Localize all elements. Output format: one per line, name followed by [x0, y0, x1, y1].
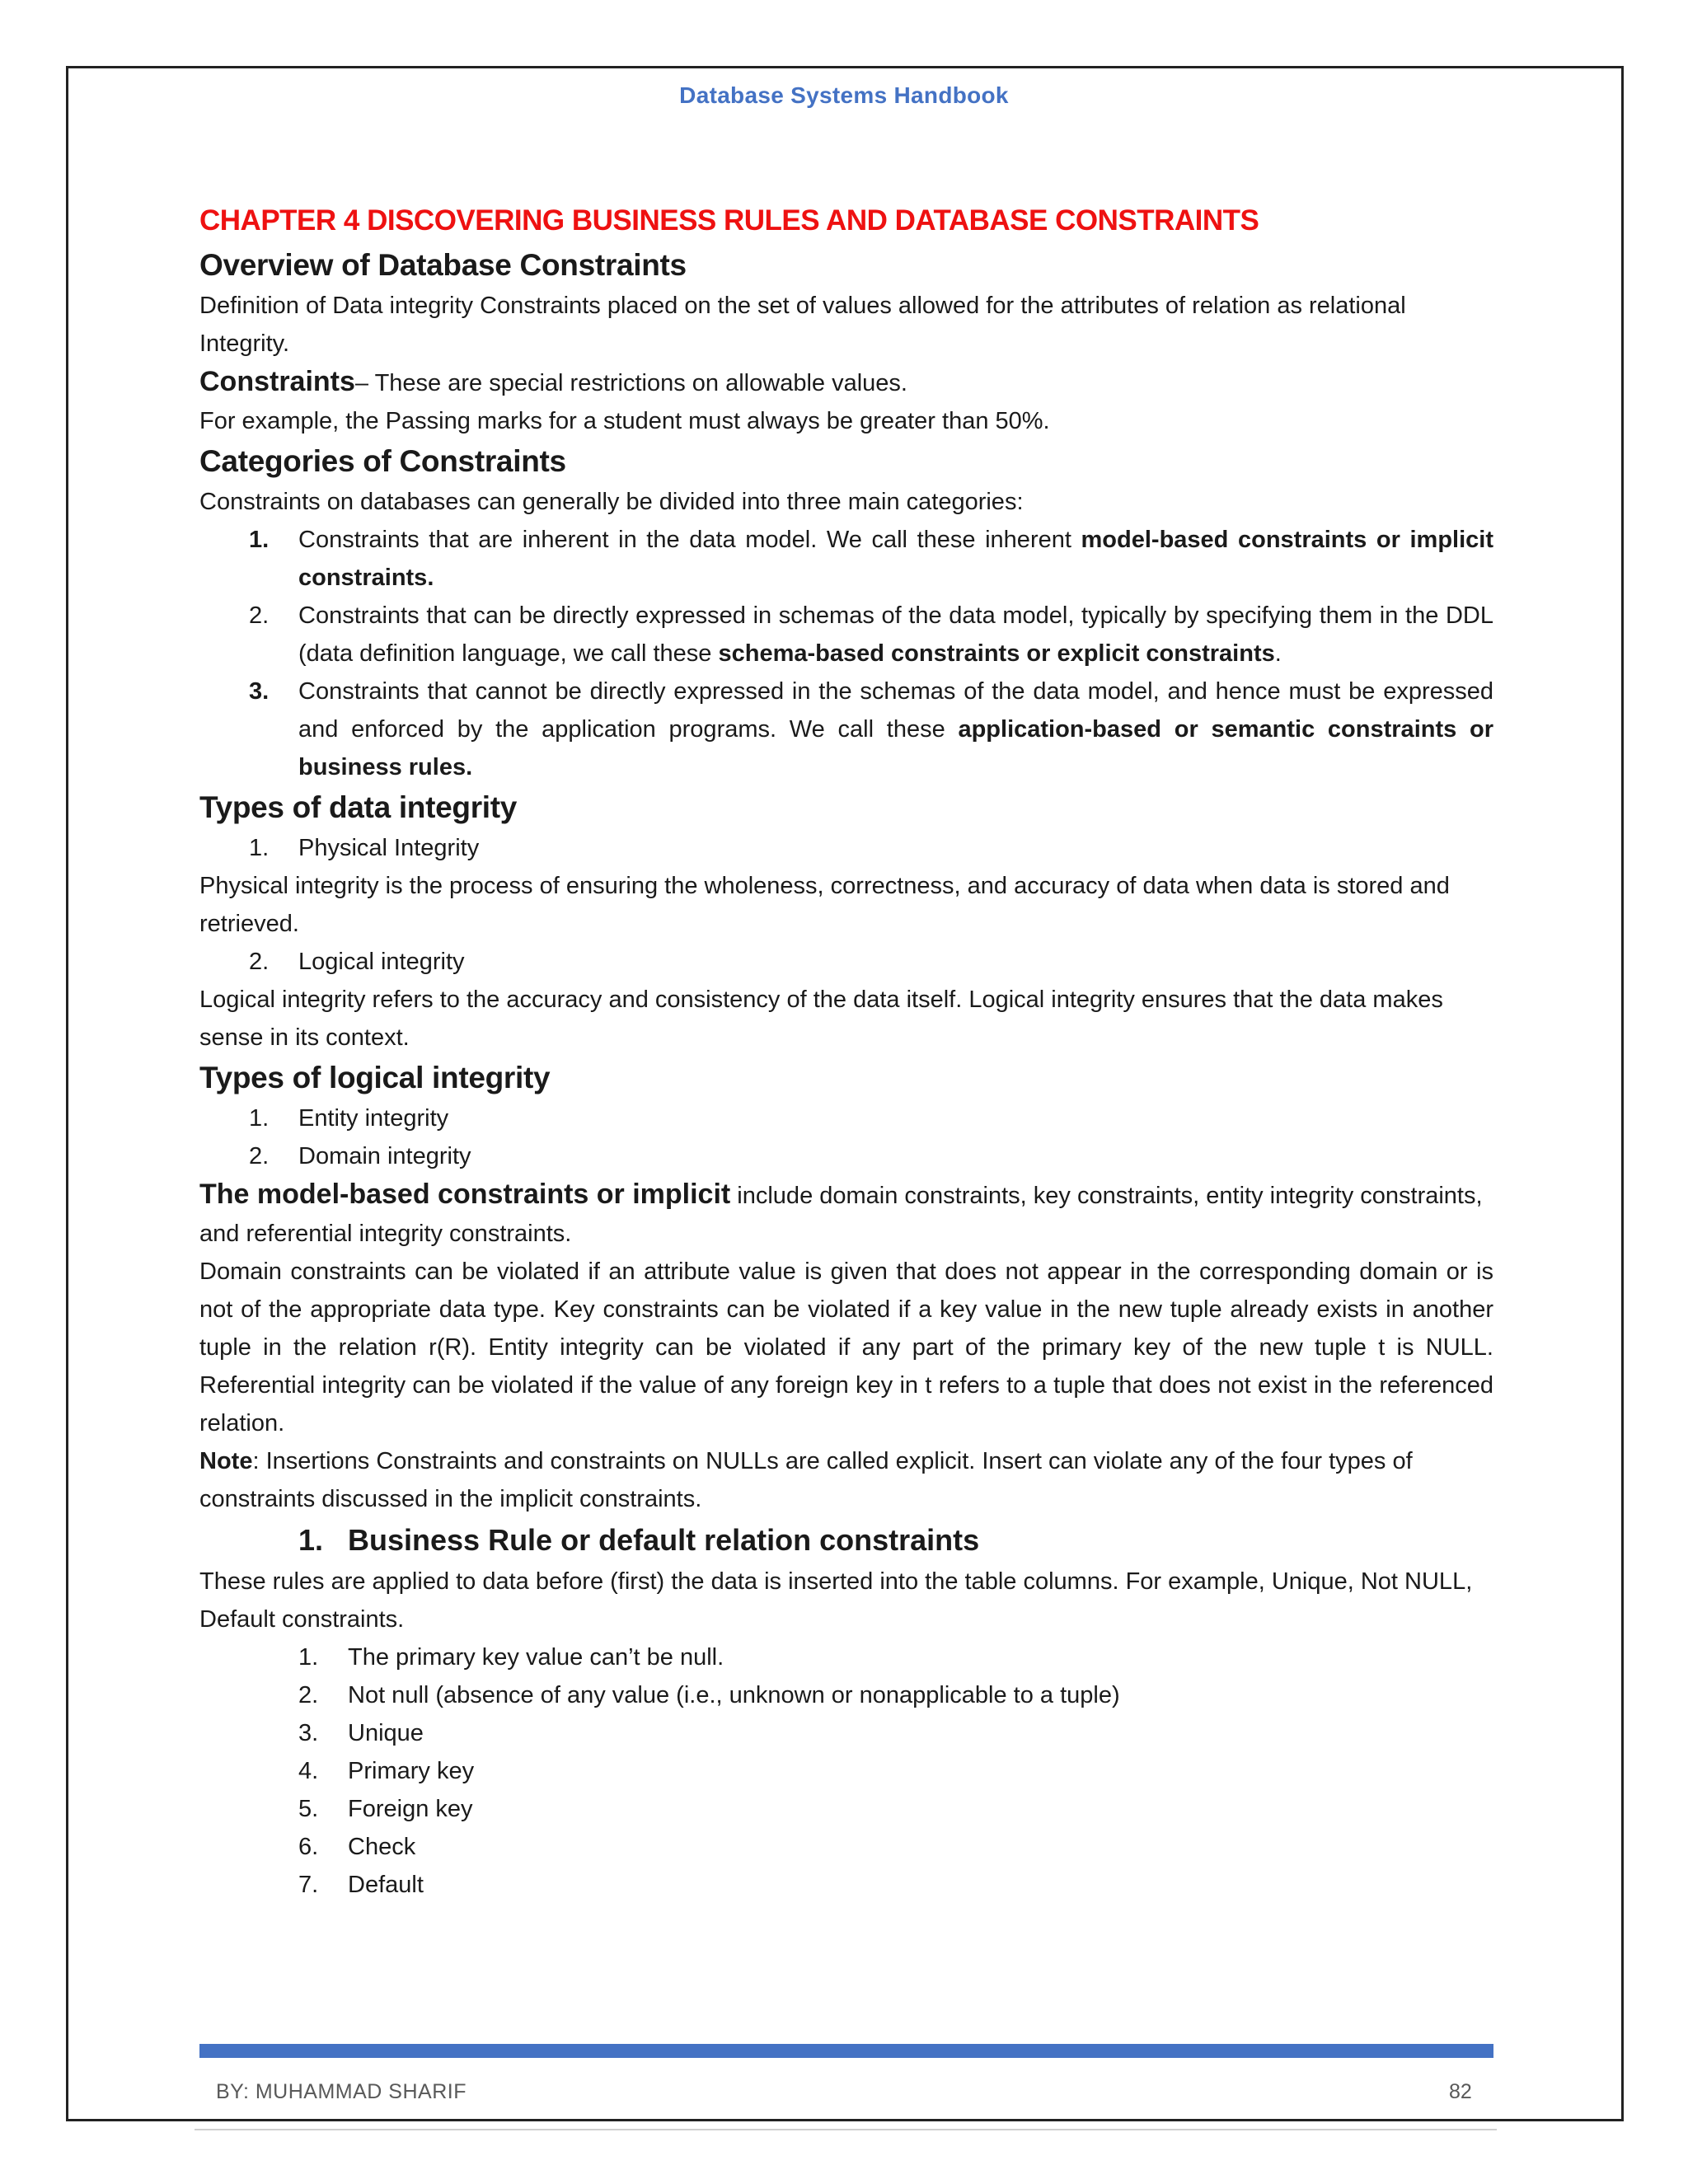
constraints-text: – These are special restrictions on allowable values. — [354, 370, 907, 396]
list-item — [199, 521, 1493, 597]
business-rule-title: Business Rule or default relation constraints — [348, 1523, 980, 1557]
page-number: 82 — [1449, 2080, 1472, 2103]
list-item-text: Logical integrity — [298, 949, 465, 975]
list-item-text: Check — [348, 1834, 416, 1860]
list-item-text: Constraints that are inherent in the data model. We call these inherent — [298, 527, 1081, 553]
list-item-text: Entity integrity — [298, 1105, 449, 1132]
list-item — [199, 1828, 1493, 1866]
list-number: 1. — [298, 1644, 319, 1671]
model-based-paragraph — [199, 1175, 1493, 1253]
list-number: 1. — [249, 527, 270, 553]
note-text: : Insertions Constraints and constraints on NULLs are called explicit. Insert can violate any of the four types of constraints discussed in the implicit constraints. — [199, 1448, 1413, 1512]
types-data-integrity-heading: Types of data integrity — [199, 790, 518, 824]
list-item — [199, 673, 1493, 786]
list-item-bold: application-based or semantic constraints or business rules. — [298, 716, 1493, 780]
logical-list — [199, 943, 1493, 981]
categories-list — [199, 521, 1493, 786]
list-number: 6. — [298, 1834, 319, 1860]
list-item-text: Primary key — [348, 1758, 475, 1784]
list-item-text: The primary key value can’t be null. — [348, 1644, 724, 1671]
list-item — [199, 1099, 1493, 1137]
list-number: 1. — [249, 835, 270, 861]
example-paragraph: For example, the Passing marks for a student must always be greater than 50%. — [199, 408, 1050, 434]
list-item-text: Unique — [348, 1720, 424, 1746]
categories-intro: Constraints on databases can generally be divided into three main categories: — [199, 489, 1024, 515]
list-item-text: Domain integrity — [298, 1143, 471, 1169]
list-item — [199, 1714, 1493, 1752]
list-number: 2. — [249, 949, 270, 975]
list-number: 7. — [298, 1872, 319, 1898]
list-item-bold: schema-based constraints or explicit constraints — [718, 640, 1275, 667]
physical-list — [199, 829, 1493, 867]
footer-author: BY: MUHAMMAD SHARIF — [216, 2080, 467, 2103]
footer-bar — [199, 2044, 1493, 2058]
list-item — [199, 1638, 1493, 1676]
list-number: 3. — [249, 678, 270, 705]
business-rule-heading — [199, 1518, 1493, 1563]
note-label: Note — [199, 1448, 253, 1474]
page-header: Database Systems Handbook — [679, 82, 1009, 108]
model-based-heading: The model-based constraints or implicit — [199, 1179, 731, 1210]
types-logical-heading: Types of logical integrity — [199, 1061, 551, 1094]
list-number: 2. — [249, 602, 270, 629]
list-item — [199, 1866, 1493, 1904]
list-item-text: Not null (absence of any value (i.e., unknown or nonapplicable to a tuple) — [348, 1682, 1120, 1708]
list-number: 2. — [298, 1682, 319, 1708]
list-item — [199, 1676, 1493, 1714]
logical-types-list — [199, 1099, 1493, 1175]
list-item-after: . — [1274, 640, 1282, 667]
violation-paragraph: Domain constraints can be violated if an attribute value is given that does not appear in the corresponding domain or is not of the appropriate data type. Key constraints can be violated if a key value in the new tuple already exists in another tuple in the relation r(R). Entity integrity can be violated if any part of the primary key of the new tuple t is NULL. Referential integrity can be violated if the value of any foreign key in t refers to a tuple that does not exist in the referenced relation. — [199, 1258, 1493, 1436]
list-item — [199, 1790, 1493, 1828]
list-item-text: Default — [348, 1872, 424, 1898]
business-rule-list — [199, 1638, 1493, 1904]
list-item-text: Constraints that cannot be directly expressed in the schemas of the data model, and hence must be expressed and enforced by the application programs. We call these — [298, 678, 1493, 743]
definition-paragraph: Definition of Data integrity Constraints placed on the set of values allowed for the attributes of relation as relational Integrity. — [199, 293, 1406, 357]
note-paragraph — [199, 1442, 1493, 1518]
list-number: 4. — [298, 1758, 319, 1784]
logical-paragraph: Logical integrity refers to the accuracy and consistency of the data itself. Logical integrity ensures that the data makes sense in its context. — [199, 987, 1443, 1051]
list-item-text: Foreign key — [348, 1796, 473, 1822]
list-number: 3. — [298, 1720, 319, 1746]
list-item-text: Physical Integrity — [298, 835, 480, 861]
list-number: 2. — [249, 1143, 270, 1169]
list-item — [199, 829, 1493, 867]
business-rule-paragraph: These rules are applied to data before (first) the data is inserted into the table columns. For example, Unique, Not NULL, Default constraints. — [199, 1568, 1473, 1633]
list-item — [199, 1137, 1493, 1175]
chapter-title: CHAPTER 4 DISCOVERING BUSINESS RULES AND DATABASE CONSTRAINTS — [199, 204, 1259, 237]
business-rule-number: 1. — [298, 1523, 324, 1557]
list-item — [199, 943, 1493, 981]
list-item — [199, 1752, 1493, 1790]
bottom-divider — [195, 2129, 1497, 2130]
overview-heading: Overview of Database Constraints — [199, 248, 687, 282]
model-based-text: include domain constraints, key constraints, entity integrity constraints, and referential integrity constraints. — [199, 1183, 1483, 1247]
page-content — [199, 198, 1493, 1904]
physical-paragraph: Physical integrity is the process of ensuring the wholeness, correctness, and accuracy of data when data is stored and retrieved. — [199, 873, 1450, 937]
categories-heading: Categories of Constraints — [199, 444, 566, 478]
constraints-label: Constraints — [199, 366, 355, 397]
list-item-text: Constraints that can be directly expressed in schemas of the data model, typically by specifying them in the DDL (data definition language, we call these — [298, 602, 1493, 667]
constraints-paragraph — [199, 363, 1493, 402]
list-item-bold: model-based constraints or implicit constraints. — [298, 527, 1494, 591]
list-number: 5. — [298, 1796, 319, 1822]
list-number: 1. — [249, 1105, 270, 1132]
list-item — [199, 597, 1493, 673]
